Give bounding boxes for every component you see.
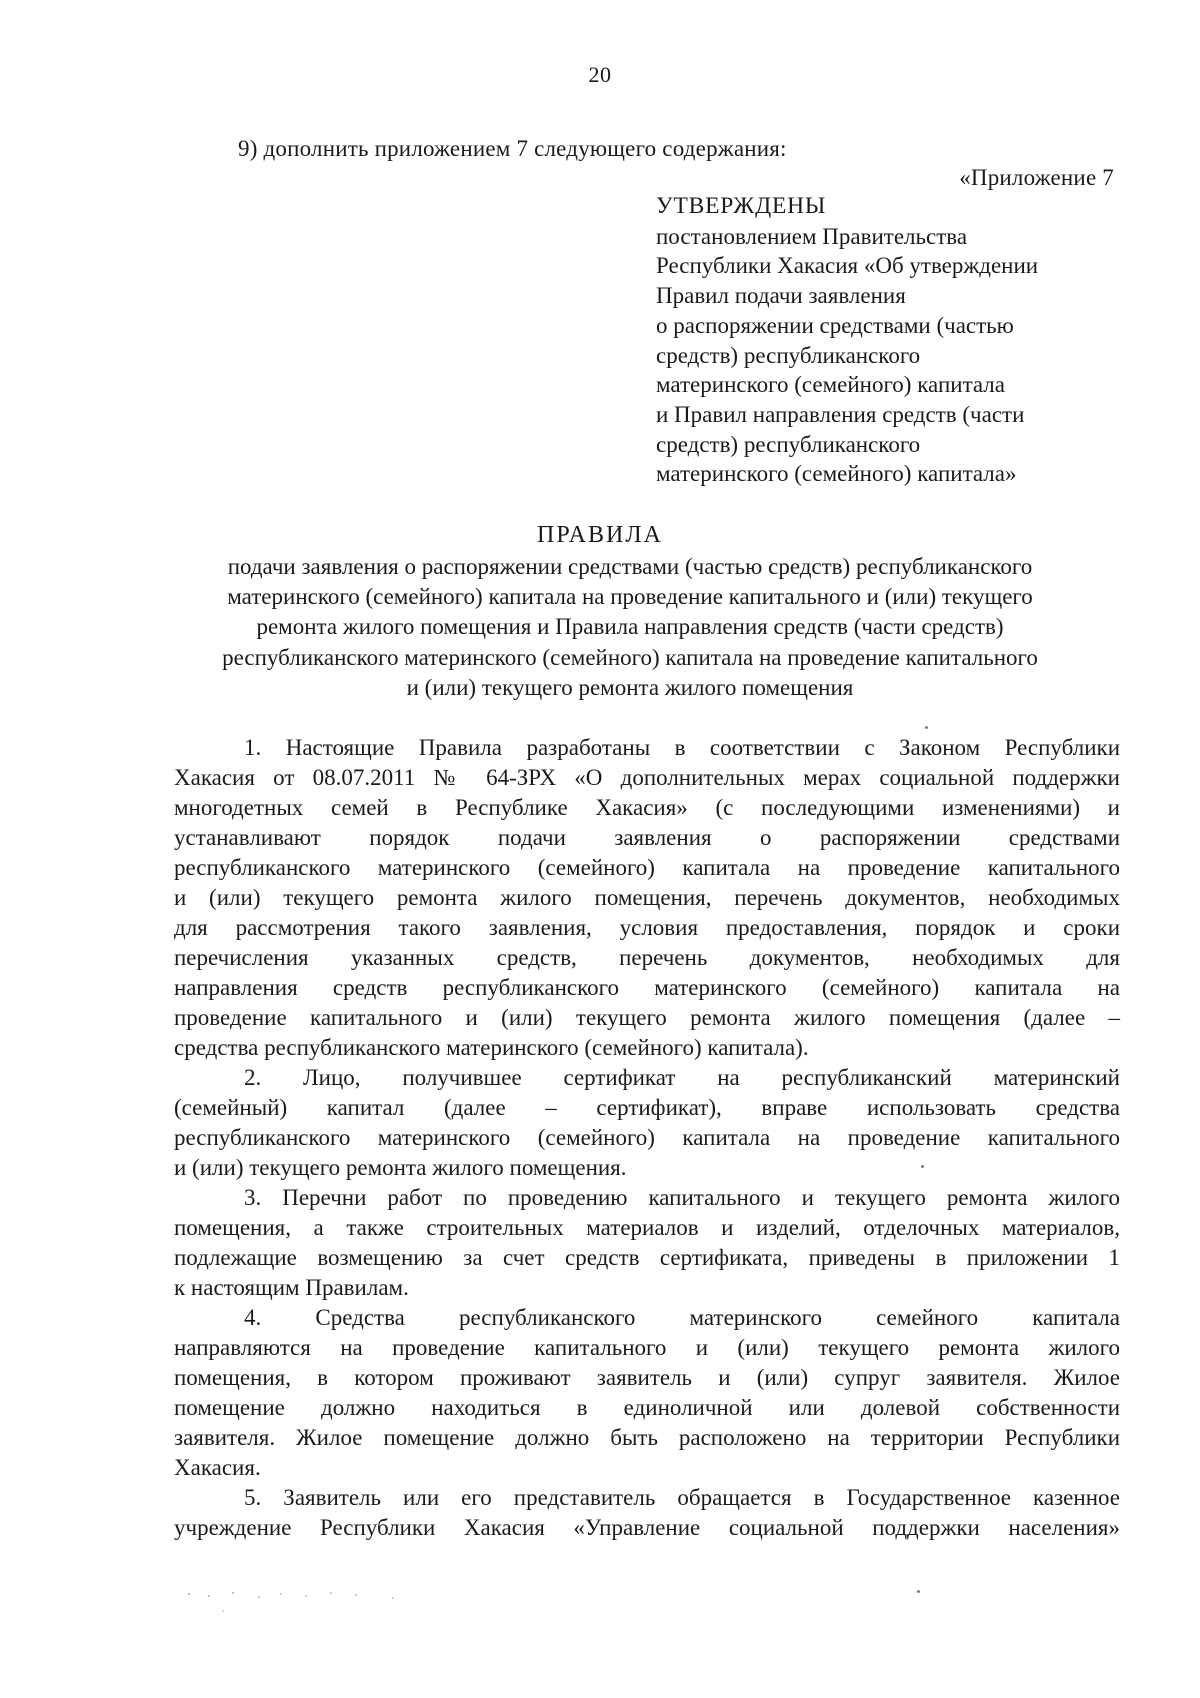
scan-speck (355, 1594, 357, 1596)
scan-speck (917, 1590, 920, 1593)
paragraph-line: 3. Перечни работ по проведению капитального и текущего ремонта жилого (244, 1185, 1120, 1210)
paragraph-line: и (или) текущего ремонта жилого помещения, перечень документов, необходимых (174, 885, 1120, 910)
scan-speck (222, 1610, 224, 1612)
paragraph-line: направления средств республиканского материнского (семейного) капитала на (174, 975, 1120, 1000)
paragraph-line: проведение капитального и (или) текущего ремонта жилого помещения (далее – (174, 1005, 1120, 1030)
paragraph-line: подлежащие возмещению за счет средств сертификата, приведены в приложении 1 (174, 1245, 1120, 1270)
paragraph-line: и (или) текущего ремонта жилого помещения. (174, 1155, 627, 1180)
paragraph-line: Хакасия. (174, 1455, 261, 1480)
approval-line: Республики Хакасия «Об утверждении (656, 253, 1039, 279)
paragraph-line: республиканского материнского (семейного) капитала на проведение капитального (174, 855, 1120, 880)
subtitle-line: подачи заявления о распоряжении средствами (частью средств) республиканского (227, 554, 1033, 579)
paragraph-line: 1. Настоящие Правила разработаны в соответствии с Законом Республики (244, 735, 1120, 760)
scan-speck (258, 1596, 260, 1598)
approval-line: средств) республиканского (656, 431, 921, 457)
scan-speck (330, 1592, 332, 1594)
paragraph-line: помещения, а также строительных материалов и изделий, отделочных материалов, (174, 1215, 1120, 1240)
paragraph-line: 2. Лицо, получившее сертификат на республиканский материнский (244, 1065, 1120, 1090)
paragraph-line: 5. Заявитель или его представитель обращается в Государственное казенное (244, 1485, 1120, 1510)
approval-line: средств) республиканского (656, 342, 921, 368)
paragraph-line: 4. Средства республиканского материнского семейного капитала (244, 1305, 1120, 1330)
paragraph-line: заявителя. Жилое помещение должно быть расположено на территории Республики (174, 1425, 1120, 1450)
paragraph-line: учреждение Республики Хакасия «Управление социальной поддержки населения» (174, 1515, 1120, 1540)
paragraph-line: средства республиканского материнского (семейного) капитала). (174, 1035, 809, 1060)
paragraph-1 (174, 733, 1120, 1063)
paragraph-line: помещение должно находиться в единоличной или долевой собственности (174, 1395, 1120, 1420)
approval-block (656, 192, 1126, 489)
page-number: 20 (588, 62, 612, 87)
paragraph-line: перечисления указанных средств, перечень документов, необходимых для (174, 945, 1120, 970)
paragraph-3 (174, 1183, 1120, 1303)
subtitle-line: и (или) текущего ремонта жилого помещения (406, 674, 854, 700)
scan-speck (925, 726, 928, 729)
appendix-label: «Приложение 7 (959, 165, 1114, 190)
approval-line: о распоряжении средствами (частью (656, 312, 1014, 338)
document-subtitle (150, 552, 1110, 703)
amendment-intro: 9) дополнить приложением 7 следующего содержания: (238, 136, 787, 161)
paragraph-4 (174, 1303, 1120, 1483)
paragraph-line: направляются на проведение капитального и (или) текущего ремонта жилого (174, 1335, 1120, 1360)
body-text (174, 733, 1120, 1543)
paragraph-line: Хакасия от 08.07.2011 № 64-ЗРХ «О дополнительных мерах социальной поддержки (174, 765, 1120, 790)
scan-speck (208, 1595, 210, 1597)
approval-line: материнского (семейного) капитала» (656, 461, 1017, 487)
approval-title: УТВЕРЖДЕНЫ (656, 193, 827, 219)
document-title: ПРАВИЛА (537, 522, 663, 548)
scan-speck (232, 1592, 234, 1594)
paragraph-line: к настоящим Правилам. (174, 1275, 409, 1300)
scan-speck (280, 1593, 282, 1595)
approval-line: и Правил направления средств (части (656, 401, 1025, 427)
subtitle-line: материнского (семейного) капитала на проведение капитального и (или) текущего (227, 584, 1033, 610)
paragraph-2 (174, 1063, 1120, 1183)
paragraph-line: (семейный) капитал (далее – сертификат), вправе использовать средства (174, 1095, 1120, 1120)
subtitle-line: республиканского материнского (семейного) капитала на проведение капитального (222, 644, 1038, 670)
approval-line: постановлением Правительства (656, 223, 968, 249)
paragraph-line: устанавливают порядок подачи заявления о распоряжении средствами (174, 825, 1120, 850)
approval-line: Правил подачи заявления (656, 283, 906, 309)
paragraph-line: многодетных семей в Республике Хакасия» (с последующими изменениями) и (174, 795, 1120, 820)
paragraph-line: помещения, в котором проживают заявитель и (или) супруг заявителя. Жилое (174, 1365, 1120, 1390)
scan-speck (921, 1165, 924, 1168)
approval-line: материнского (семейного) капитала (656, 372, 1005, 398)
scan-speck (305, 1595, 307, 1597)
scan-speck (188, 1593, 190, 1595)
paragraph-line: для рассмотрения такого заявления, условия предоставления, порядок и сроки (174, 915, 1120, 940)
subtitle-line: ремонта жилого помещения и Правила направления средств (части средств) (256, 614, 1004, 640)
paragraph-5 (174, 1483, 1120, 1543)
paragraph-line: республиканского материнского (семейного) капитала на проведение капитального (174, 1125, 1120, 1150)
scan-speck (392, 1597, 394, 1599)
